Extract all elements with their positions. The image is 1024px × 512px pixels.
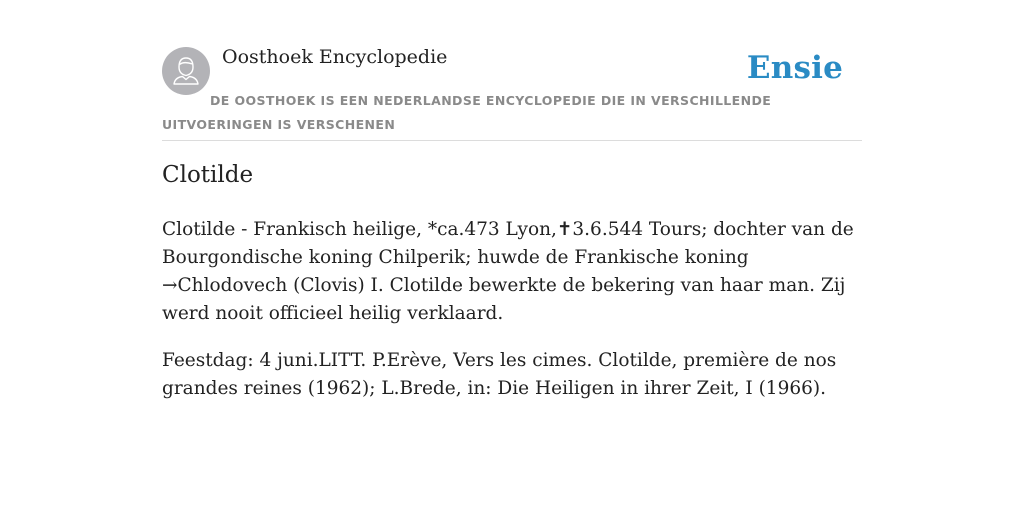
article-paragraph: Clotilde - Frankisch heilige, *ca.473 Lyon,✝3.6.544 Tours; dochter van de Bourgondische koning Chilperik; huwde de Frankische koning →Chlodovech (Clovis) I. Clotilde bewerkte de bekering van haar man. Zij werd nooit officieel heilig verklaard. xyxy=(162,219,854,324)
user-icon xyxy=(162,47,210,95)
site-title[interactable]: Oosthoek Encyclopedie xyxy=(222,46,448,68)
article-paragraph: Feestdag: 4 juni.LITT. P.Erève, Vers les cimes. Clotilde, première de nos grandes reines (1962); L.Brede, in: Die Heiligen in ihrer Zeit, I (1966). xyxy=(162,350,837,399)
article-title: Clotilde xyxy=(162,162,254,188)
article-body xyxy=(162,216,862,422)
brand-logo-link[interactable]: Ensie xyxy=(746,50,843,86)
site-tagline: DE OOSTHOEK IS EEN NEDERLANDSE ENCYCLOPEDIE DIE IN VERSCHILLENDE UITVOERINGEN IS VERSCHENEN xyxy=(162,93,772,132)
header xyxy=(162,0,862,141)
avatar[interactable] xyxy=(162,47,210,95)
page xyxy=(162,0,862,399)
